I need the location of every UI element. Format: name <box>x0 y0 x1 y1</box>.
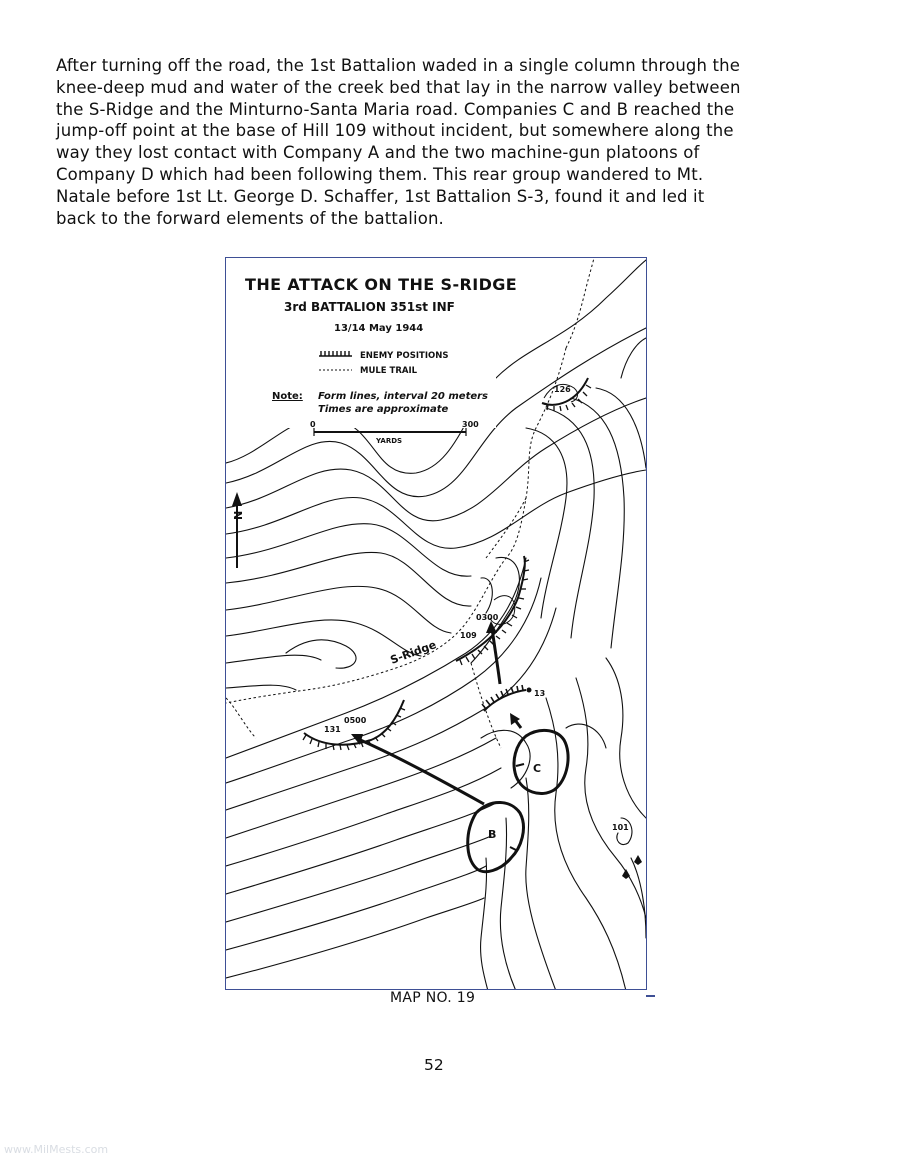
map-caption: MAP NO. 19 <box>390 990 476 1006</box>
hill-101-label: 101 <box>612 823 629 832</box>
north-label: N <box>232 510 245 520</box>
hill-131 <box>303 700 405 750</box>
paragraph-line: way they lost contact with Company A and the two machine-gun platoons of <box>56 143 700 163</box>
ridge-label: S-Ridge <box>388 638 439 667</box>
note-label: Note: <box>272 391 303 402</box>
map-title: THE ATTACK ON THE S-RIDGE <box>245 275 518 294</box>
hill-126-label: 126 <box>554 385 571 394</box>
scale-start: 0 <box>310 420 316 429</box>
map-figure <box>225 257 647 990</box>
map-subtitle: 3rd BATTALION 351st INF <box>284 300 455 314</box>
hill-13-label: 13 <box>534 689 546 698</box>
hill-126 <box>542 378 591 411</box>
scale-unit: YARDS <box>376 437 403 445</box>
enemy-position-13 <box>482 685 545 711</box>
company-b-label: B <box>488 828 497 841</box>
hill-101 <box>612 823 642 879</box>
paragraph-line: back to the forward elements of the battalion. <box>56 208 444 228</box>
paragraph-line: After turning off the road, the 1st Battalion waded in a single column through the <box>56 56 741 75</box>
body-paragraph <box>56 55 856 229</box>
hill-109 <box>456 556 529 665</box>
paragraph-line: Natale before 1st Lt. George D. Schaffer, 1st Battalion S-3, found it and led it <box>56 186 705 206</box>
scale-bar <box>314 428 466 436</box>
map-date: 13/14 May 1944 <box>334 323 424 334</box>
time-0300-label: 0300 <box>476 613 499 622</box>
company-b <box>468 802 524 871</box>
company-c-label: C <box>533 762 542 775</box>
note-line-1: Form lines, interval 20 meters <box>318 391 489 402</box>
paragraph-line: the S-Ridge and the Minturno-Santa Maria road. Companies C and B reached the <box>56 99 735 119</box>
note-line-2: Times are approximate <box>318 404 449 415</box>
hill-131-label: 131 <box>324 725 341 734</box>
watermark: www.MilMests.com <box>4 1143 109 1156</box>
paragraph-line: knee-deep mud and water of the creek bed that lay in the narrow valley between <box>56 77 741 97</box>
company-c <box>514 730 568 793</box>
time-0500-label: 0500 <box>344 716 367 725</box>
topographic-map <box>226 258 647 990</box>
legend-enemy-positions: ENEMY POSITIONS <box>360 351 449 361</box>
page-number: 52 <box>424 1056 444 1074</box>
legend-mule-trail: MULE TRAIL <box>360 366 418 376</box>
scale-end: 300 <box>462 420 479 429</box>
caption-dash-mark <box>646 995 655 997</box>
paragraph-line: Company D which had been following them. This rear group wandered to Mt. <box>56 164 704 184</box>
paragraph-line: jump-off point at the base of Hill 109 without incident, but somewhere along the <box>56 121 734 141</box>
hill-109-label: 109 <box>460 631 477 640</box>
